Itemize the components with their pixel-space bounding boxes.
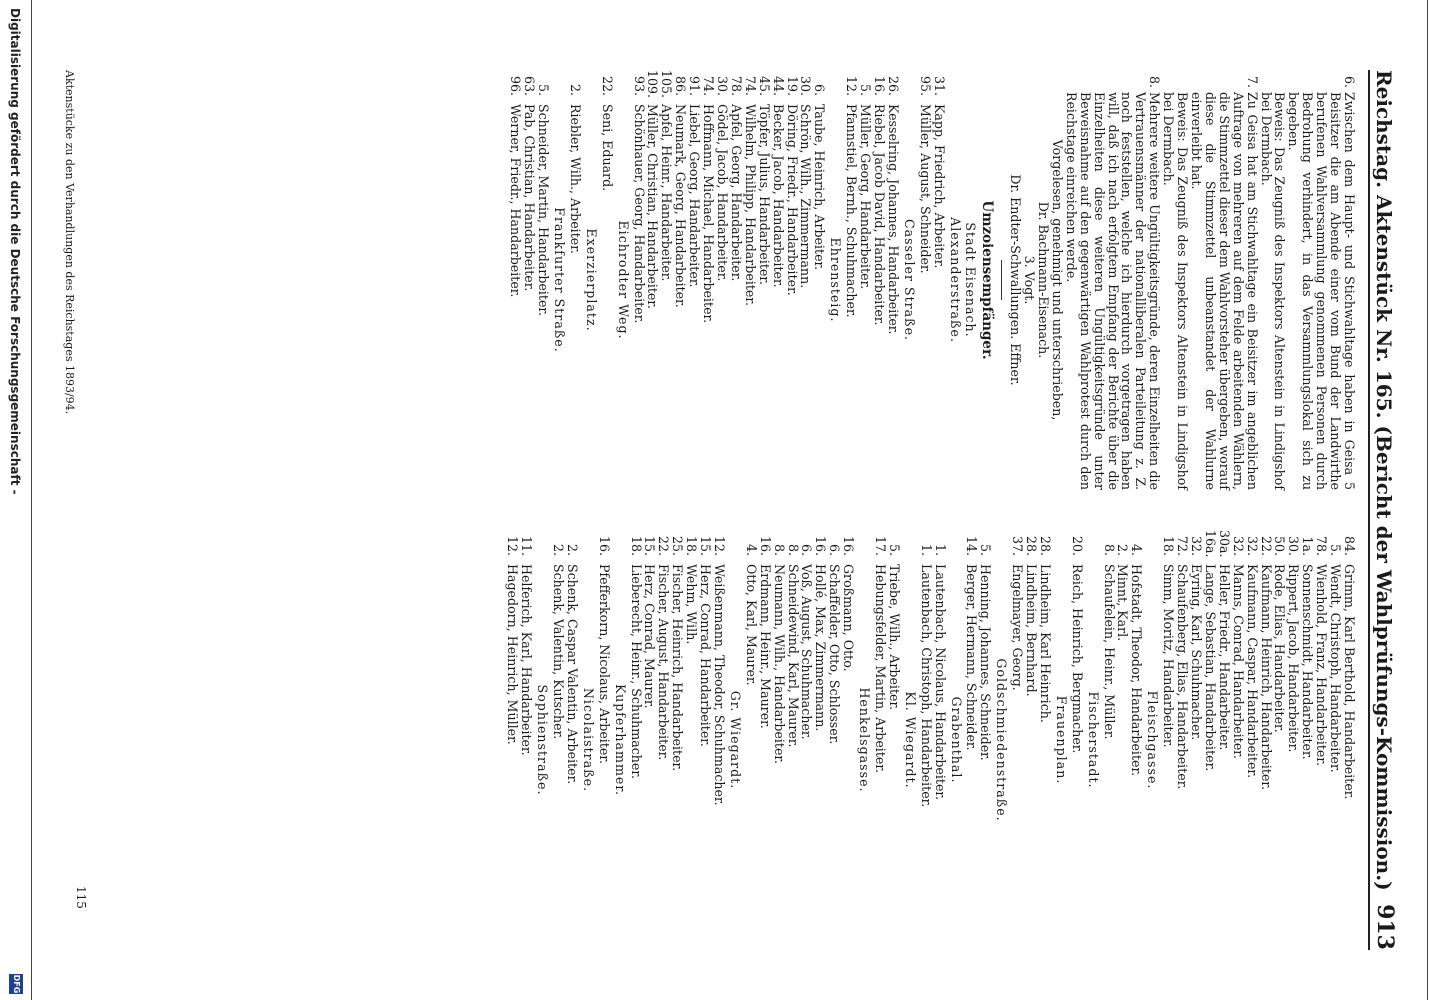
resident-name: Wehm, Wilh. <box>684 564 700 645</box>
house-number: 31. <box>931 75 947 96</box>
street-heading: Henkelsgasse. <box>857 687 873 793</box>
resident-name: Riebel, Jacob David, Handarbeiter. <box>872 104 887 326</box>
resident-name: Sonnenschmidt, Handarbeiter. <box>1300 564 1316 760</box>
house-number: 2. <box>567 83 583 96</box>
list-item <box>800 530 814 950</box>
street-heading: Fischerstadt. <box>1085 691 1101 789</box>
list-item <box>886 70 900 490</box>
footer-sheet-number: 115 <box>74 886 88 909</box>
list-item <box>508 70 522 490</box>
resident-name: Lieberecht, Heinr., Schuhmacher. <box>628 564 644 780</box>
list-item <box>785 70 799 490</box>
paragraph-text: Beweis: Das Zeugniß des Inspektors Altenstein in Lindigshof bei Dermbach. <box>1258 92 1288 490</box>
house-number: 28. <box>1024 535 1040 556</box>
house-number: 12. <box>505 535 521 556</box>
protest-paragraph <box>1161 70 1189 490</box>
street-heading: Grabenthal. <box>948 696 964 784</box>
house-number: 12. <box>712 535 728 556</box>
house-number: 8. <box>1101 543 1117 556</box>
resident-name: Kapp, Friedrich, Arbeiter. <box>931 104 947 269</box>
house-number: 5. <box>1328 543 1344 556</box>
resident-name: Triebe, Wilh., Arbeiter. <box>886 564 902 711</box>
city-heading: Stadt Eisenach. <box>963 222 979 338</box>
list-item <box>887 530 901 950</box>
list-item <box>813 530 827 950</box>
house-number: 22. <box>656 535 672 556</box>
digitization-credit <box>4 0 26 1000</box>
resident-name: Wilhelm, Philipp, Handarbeiter. <box>742 104 758 307</box>
resident-name: Engelmayer, Georg. <box>1010 564 1026 691</box>
resident-name: Pab, Christian, Handarbeiter. <box>522 104 538 292</box>
house-number: 5. <box>886 543 902 556</box>
house-number: 1. <box>932 543 948 556</box>
house-number: 30. <box>798 75 814 96</box>
resident-name: Seni, Eduard. <box>599 104 615 192</box>
paragraph-number: 8. <box>1147 75 1163 88</box>
resident-name: Gödel, Jacob, Handarbeiter. <box>715 104 731 282</box>
house-number: 74. <box>701 75 717 96</box>
list-item <box>772 530 786 950</box>
resident-name: Schönhauer, Georg, Handarbeiter. <box>631 104 647 324</box>
section-divider <box>1001 260 1002 300</box>
house-number: 11. <box>519 535 535 556</box>
house-number: 74. <box>742 75 758 96</box>
house-number: 16. <box>872 75 887 96</box>
house-number: 30a. <box>1216 530 1232 558</box>
house-number: 22. <box>1258 535 1274 556</box>
resident-name: Müller, August, Schneider. <box>917 104 933 274</box>
list-item <box>1314 530 1328 950</box>
signature: 3. Vogt. <box>1022 255 1038 305</box>
list-item <box>1259 530 1273 950</box>
house-number: 2. <box>564 543 580 556</box>
list-item <box>1217 530 1231 950</box>
list-item <box>701 70 715 490</box>
house-number: 12. <box>844 75 860 96</box>
house-number: 22. <box>599 75 615 96</box>
list-item <box>670 530 684 950</box>
house-number: 30. <box>1286 535 1302 556</box>
resident-name: Wendt, Christoph, Handarbeiter. <box>1328 564 1344 773</box>
list-item <box>1245 530 1259 950</box>
list-item <box>758 530 772 950</box>
house-number: 16. <box>596 535 612 556</box>
resident-name: Heller, Friedr., Handarbeiter. <box>1216 564 1232 751</box>
resident-name: Herz, Conrad, Maurer. <box>642 564 658 709</box>
street-heading: Kl. Wiegardt. <box>902 691 918 789</box>
resident-name: Müller, Georg, Handarbeiter. <box>858 104 874 290</box>
list-item <box>565 530 579 950</box>
resident-name: Schrön, Wilh., Zimmermann. <box>798 104 814 289</box>
resident-name: Pfannstiel, Bernh., Schuhmacher. <box>844 104 860 318</box>
list-item <box>858 70 872 490</box>
house-number: 5. <box>536 83 552 96</box>
house-number: 15. <box>698 535 714 556</box>
resident-name: Neumark, Georg, Handarbeiter. <box>673 104 689 308</box>
resident-name: Schneider, Martin, Handarbeiter. <box>536 104 552 317</box>
list-item <box>812 70 826 490</box>
list-item <box>1038 530 1052 950</box>
signature: Dr. Endter-Schwallungen. Effner. <box>1008 174 1024 386</box>
resident-name: Fischer, Heinrich, Handarbeiter. <box>670 564 686 772</box>
resident-name: Herz, Conrad, Handarbeiter. <box>698 564 714 747</box>
resident-name: Rippert, Jacob, Handarbeiter. <box>1286 564 1302 753</box>
resident-name: Neumann, Wilh., Handarbeiter. <box>771 564 787 765</box>
resident-name: Hofstadt, Theodor, Handarbeiter. <box>1129 564 1145 777</box>
house-number: 50. <box>1272 535 1288 556</box>
paragraph-number: 7. <box>1244 75 1260 88</box>
list-item <box>844 70 858 490</box>
list-item <box>965 530 979 950</box>
house-number: 6. <box>799 543 815 556</box>
house-number: 16. <box>841 535 857 556</box>
street-heading: Casseler Straße. <box>901 218 917 342</box>
signature: Dr. Bachmann-Eisenach. <box>1036 201 1052 359</box>
resident-name: Lautenbach, Christoph, Handarbeiter. <box>918 564 934 808</box>
list-item <box>657 530 671 950</box>
resident-name: Döring, Friedr., Handarbeiter. <box>784 104 800 296</box>
house-number: 18. <box>684 535 700 556</box>
paragraph-text: Beweis: Das Zeugniß des Inspektors Altenstein in Lindigshof bei Dermbach. <box>1161 92 1191 490</box>
house-number: 95. <box>917 75 933 96</box>
list-item <box>1328 530 1342 950</box>
house-number: 63. <box>522 75 538 96</box>
list-item <box>568 70 582 490</box>
list-item <box>1273 530 1287 950</box>
list-item <box>757 70 771 490</box>
resident-name: Reich, Heinrich, Bergmacher. <box>1069 564 1085 754</box>
house-number: 16. <box>757 535 773 556</box>
resident-name: Grimm, Karl Berthold, Handarbeiter. <box>1342 564 1357 800</box>
list-item <box>932 70 946 490</box>
house-number: 16a. <box>1202 530 1218 558</box>
house-number: 72. <box>1175 535 1191 556</box>
digitization-text: Digitalisierung gefördert durch die Deutsche Forschungsgemeinschaft - <box>8 8 22 495</box>
house-number: 32. <box>1230 535 1246 556</box>
resident-name: Minnt, Karl. <box>1115 564 1131 642</box>
street-heading: Eichrodter Weg. <box>615 220 631 340</box>
list-item <box>1161 530 1175 950</box>
list-item <box>1300 530 1314 950</box>
resident-name: Liebel, Georg, Handarbeiter. <box>687 104 703 288</box>
resident-name: Schaufenberg, Elias, Handarbeiter. <box>1175 564 1191 790</box>
street-heading: Frankfurter Straße. <box>552 207 568 353</box>
resident-name: Hoffmann, Michael, Handarbeiter. <box>701 104 717 324</box>
house-number: 20. <box>1069 535 1085 556</box>
list-item <box>597 530 611 950</box>
header-title: Reichstag. Aktenstück Nr. 165. (Bericht der Wahlprüfungs-Kommission.) <box>1372 70 1396 891</box>
list-item <box>660 70 674 490</box>
header-rule <box>1368 70 1370 950</box>
house-number: 6. <box>812 83 828 96</box>
resident-name: Kaufmann, Heinrich, Handarbeiter. <box>1258 564 1274 791</box>
list-item <box>1203 530 1217 950</box>
resident-name: Apfel, Georg, Handarbeiter. <box>728 104 744 282</box>
house-number: 2. <box>551 543 567 556</box>
resident-name: Schenk, Valentin, Kutscher. <box>551 564 567 740</box>
scan-edge-bottom <box>31 0 32 1000</box>
house-number: 109. <box>645 70 661 99</box>
resident-name: Hagedorn, Heinrich, Müller. <box>505 564 521 745</box>
resident-name: Simm, Moritz, Handarbeiter. <box>1161 564 1177 748</box>
resident-name: Hollé, Max, Zimmermann. <box>813 564 829 732</box>
house-number: 25. <box>670 535 686 556</box>
list-item <box>698 530 712 950</box>
street-heading: Goldschmiedenstraße. <box>994 658 1010 822</box>
list-item <box>729 70 743 490</box>
resident-name: Kaufmann, Caspar, Handarbeiter. <box>1244 564 1260 779</box>
list-item <box>632 70 646 490</box>
closing-formula: Vorgelesen, genehmigt und unterschrieben, <box>1049 139 1065 421</box>
resident-name: Müller, Christian, Handarbeiter. <box>645 104 661 310</box>
resident-name: Rode, Elias, Handarbeiter. <box>1272 564 1288 733</box>
resident-name: Hebungsfelder, Martin, Arbeiter. <box>873 564 888 773</box>
list-item <box>629 530 643 950</box>
list-item <box>643 530 657 950</box>
list-item <box>600 70 614 490</box>
paragraph-text: Mehrere weitere Ungültigkeitsgründe, deren Einzelheiten die Vertrauensmänner der nationalliberalen Parteileitung z. Z. noch feststellen, welche ich hierdurch vorgetragen haben will, daß ich nach erfolgtem Empfang der Berichte über die Einzelheiten diese weiteren Ungültigkeitsgründe unter Beweisnahme auf den gegenwärtigen Wahlprotest durch den Reichstage einreichen werde. <box>1063 92 1163 490</box>
paragraph-text: Zu Geisa hat am Stichwahltage ein Beisitzer im angeblichen Auftrage von mehreren auf dem Felde arbeitenden Wählern, die Stimmzettel dieser dem Wahlvorsteher übergeben, worauf diese die Stimmzettel unbeanstandet der Wahlurne einverleibt hat. <box>1189 92 1260 491</box>
list-item <box>522 70 536 490</box>
house-number: 2. <box>1115 543 1131 556</box>
protest-paragraph <box>1064 70 1161 490</box>
resident-name: Becker, Jacob, Handarbeiter. <box>770 104 786 288</box>
list-item <box>536 70 550 490</box>
paragraph-number: 6. <box>1342 75 1357 88</box>
house-number: 14. <box>964 535 980 556</box>
house-number: 84. <box>1342 535 1357 556</box>
list-item <box>1024 530 1038 950</box>
list-item <box>715 70 729 490</box>
page-number: 913 <box>1372 904 1398 950</box>
list-item <box>841 530 855 950</box>
resident-name: Eyring, Karl, Schuhmacher. <box>1189 564 1205 741</box>
page-header <box>1370 70 1402 950</box>
list-item <box>551 530 565 950</box>
resident-name: Erdmann, Heinr., Maurer. <box>757 564 773 729</box>
house-number: 32. <box>1189 535 1205 556</box>
list-item <box>799 70 813 490</box>
resident-name: Manns, Conrad, Handarbeiter. <box>1230 564 1246 759</box>
list-item <box>687 70 701 490</box>
street-heading: Sophienstraße. <box>535 684 551 796</box>
list-item <box>1116 530 1130 950</box>
dfg-logo: DFG <box>9 974 23 994</box>
list-item <box>505 530 519 950</box>
protest-paragraph <box>1259 70 1287 490</box>
list-item <box>1286 530 1300 950</box>
street-heading: Exerzierplatz. <box>583 228 599 332</box>
resident-name: Riebler, Wilh., Arbeiter. <box>567 104 583 254</box>
resident-name: Voß, August, Schuhmacher. <box>799 564 815 740</box>
house-number: 19. <box>784 75 800 96</box>
street-heading: Ehrensteig. <box>828 237 844 323</box>
street-heading: Gr. Wiegardt. <box>727 690 743 790</box>
list-item <box>743 70 757 490</box>
list-item <box>1102 530 1116 950</box>
house-number: 32. <box>1244 535 1260 556</box>
house-number: 1a. <box>1300 536 1316 556</box>
resident-name: Taube, Heinrich, Arbeiter. <box>812 104 828 271</box>
street-heading: Fleischgasse. <box>1145 690 1161 790</box>
house-number: 78. <box>728 75 744 96</box>
house-number: 30. <box>715 75 731 96</box>
resident-name: Apfel, Heinr., Handarbeiter. <box>659 104 675 282</box>
list-item <box>519 530 533 950</box>
house-number: 96. <box>508 75 524 96</box>
section-title: Umzoiensempfänger. <box>979 200 996 360</box>
list-item <box>918 70 932 490</box>
resident-name: Pfefferkorn, Nicolaus, Arbeiter. <box>596 564 612 764</box>
resident-name: Weißenmann, Theodor, Schuhmacher. <box>712 564 728 806</box>
list-item <box>684 530 698 950</box>
list-item <box>933 530 947 950</box>
street-heading: Alexanderstraße. <box>947 217 963 343</box>
resident-name: Fischer, August, Handarbeiter. <box>656 564 672 761</box>
list-item <box>1130 530 1144 950</box>
house-number: 45. <box>756 75 772 96</box>
resident-name: Schneidewind, Karl, Maurer. <box>785 564 801 748</box>
street-heading: Kupferhammer. <box>612 683 628 797</box>
list-item <box>1231 530 1245 950</box>
resident-name: Otto, Karl, Maurer. <box>743 564 759 686</box>
street-heading: Frauenplan. <box>1053 695 1069 785</box>
list-item <box>1189 530 1203 950</box>
right-column <box>505 530 1356 950</box>
paragraph-text: Zwischen dem Haupt- und Stichwahltage haben in Geisa 5 Beisitzer die am Abende einer vom Bund der Landwirthe berufenen Wahlversammlung genommenen Personen durch Bedrohung verhindert, in das Versammlungslokal sich zu begeben. <box>1286 92 1357 490</box>
list-item <box>919 530 933 950</box>
house-number: 18. <box>1161 535 1177 556</box>
list-item <box>827 530 841 950</box>
house-number: 93. <box>631 75 647 96</box>
list-item <box>1010 530 1024 950</box>
resident-name: Schaufelein, Heinr., Müller. <box>1101 564 1117 740</box>
scan-edge-top <box>1427 0 1428 1000</box>
resident-name: Lange, Sebastian, Handarbeiter. <box>1202 564 1218 772</box>
house-number: 78. <box>1314 535 1330 556</box>
list-item <box>786 530 800 950</box>
house-number: 15. <box>642 535 658 556</box>
house-number: 16. <box>813 535 829 556</box>
house-number: 4. <box>743 543 759 556</box>
list-item <box>673 70 687 490</box>
house-number: 91. <box>687 75 703 96</box>
house-number: 44. <box>770 75 786 96</box>
resident-name: Schenk, Caspar Valentin, Arbeiter. <box>564 564 580 785</box>
resident-name: Töpfer, Julius, Handarbeiter. <box>756 104 772 285</box>
resident-name: Großmann, Otto. <box>841 564 857 672</box>
house-number: 17. <box>873 535 888 556</box>
list-item <box>1175 530 1189 950</box>
list-item <box>978 530 992 950</box>
protest-paragraph <box>1286 70 1356 490</box>
resident-name: Wienhold, Franz, Handarbeiter. <box>1314 564 1330 767</box>
house-number: 26. <box>885 75 901 96</box>
resident-name: Schaffelder, Otto, Schlosser. <box>827 564 843 745</box>
list-item <box>771 70 785 490</box>
list-item <box>873 530 887 950</box>
house-number: 18. <box>628 535 644 556</box>
house-number: 1. <box>918 543 934 556</box>
resident-name: Werner, Friedr., Handarbeiter. <box>508 104 524 298</box>
house-number: 37. <box>1010 535 1026 556</box>
street-heading: Nicolaistraße. <box>580 687 596 793</box>
house-number: 28. <box>1037 535 1053 556</box>
list-item <box>1342 530 1356 950</box>
resident-name: Lautenbach, Nicolaus, Handarbeiter. <box>932 564 948 801</box>
house-number: 8. <box>785 543 801 556</box>
left-column <box>508 70 1356 490</box>
house-number: 4. <box>1129 543 1145 556</box>
list-item <box>744 530 758 950</box>
resident-name: Lindheim, Bernhard. <box>1024 564 1040 697</box>
house-number: 5. <box>978 543 994 556</box>
resident-name: Berger, Hermann, Schneider. <box>964 564 980 751</box>
footer-source: Aktenstücke zu den Verhandlungen des Reichstages 1893/94. <box>63 70 76 415</box>
list-item <box>646 70 660 490</box>
house-number: 105. <box>659 70 675 99</box>
house-number: 5. <box>858 83 874 96</box>
list-item <box>1070 530 1084 950</box>
house-number: 86. <box>673 75 689 96</box>
list-item <box>872 70 886 490</box>
resident-name: Henning, Johannes, Schneider. <box>978 564 994 761</box>
resident-name: Kesselring, Johannes, Handarbeiter. <box>885 104 901 335</box>
house-number: 8. <box>771 543 787 556</box>
list-item <box>712 530 726 950</box>
resident-name: Helferich, Karl, Handarbeiter. <box>519 564 535 756</box>
house-number: 6. <box>827 543 843 556</box>
protest-paragraph <box>1189 70 1259 490</box>
resident-name: Lindheim, Karl Heinrich. <box>1037 564 1053 723</box>
